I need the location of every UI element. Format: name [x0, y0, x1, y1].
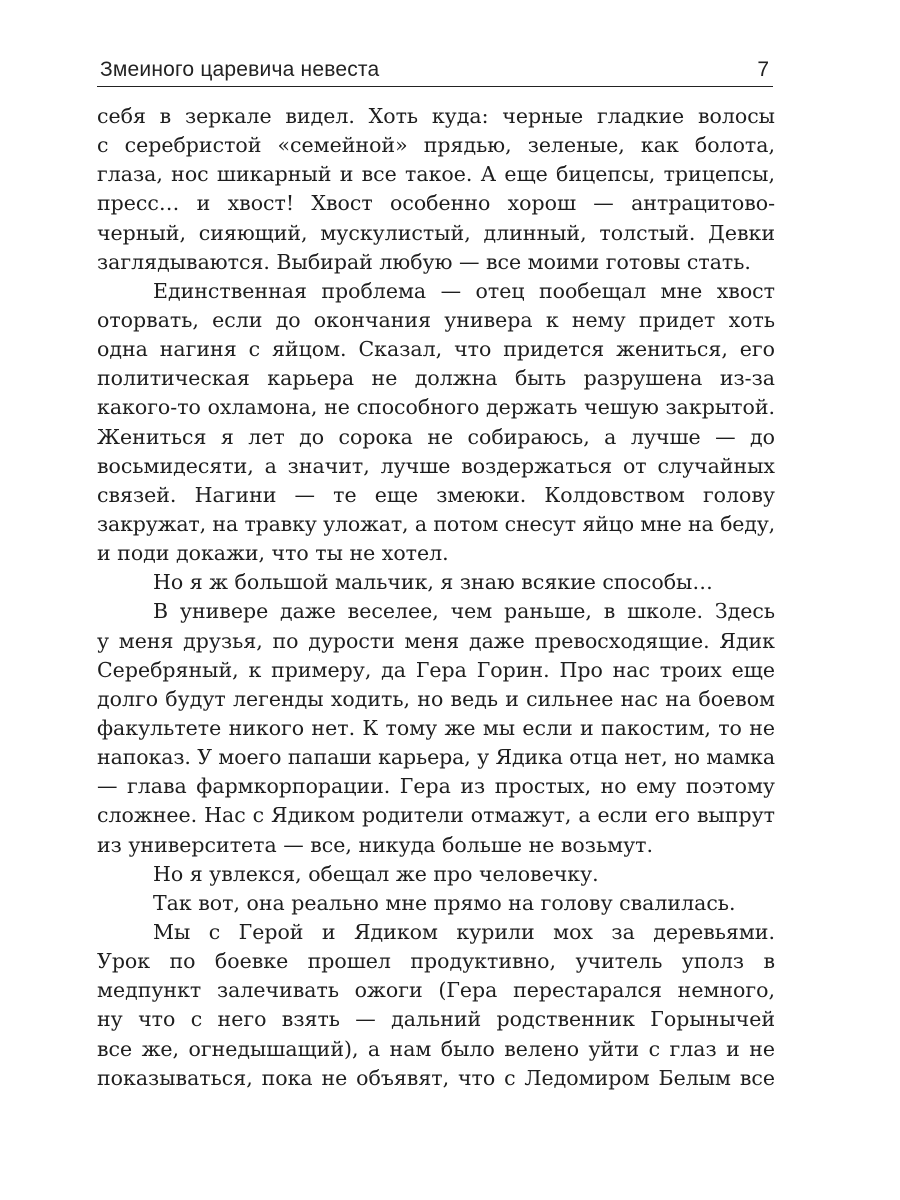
text-line: у меня друзья, по дурости меня даже превосходящие. Ядик — [97, 628, 775, 653]
text-line: напоказ. У моего папаши карьера, у Ядика отца нет, но мамка — [97, 745, 775, 770]
text-line: — глава фармкорпорации. Гера из простых, но ему поэтому — [97, 774, 775, 799]
text-line: ну что с него взять — дальний родственник Горынычей — [97, 1007, 775, 1032]
text-line: оторвать, если до окончания универа к нему придет хоть — [97, 307, 775, 332]
text-line: Серебряный, к примеру, да Гера Горин. Про нас троих еще — [97, 657, 775, 682]
text-line: глаза, нос шикарный и все такое. А еще бицепсы, трицепсы, — [97, 162, 775, 187]
text-line: восьмидесяти, а значит, лучше воздержаться от случайных — [97, 453, 775, 478]
body-text — [97, 102, 775, 1093]
text-line: Так вот, она реально мне прямо на голову свалилась. — [153, 890, 736, 915]
text-line: одна нагиня с яйцом. Сказал, что придется жениться, его — [97, 337, 775, 362]
text-line: Но я увлекся, обещал же про человечку. — [153, 861, 599, 886]
text-line: закружат, на травку уложат, а потом снесут яйцо мне на беду, — [97, 511, 775, 536]
text-line: черный, сияющий, мускулистый, длинный, толстый. Девки — [97, 220, 775, 245]
text-line: себя в зеркале видел. Хоть куда: черные гладкие волосы — [97, 104, 775, 128]
text-line: Мы с Герой и Ядиком курили мох за деревьями. — [153, 919, 775, 944]
text-line: факультете никого нет. К тому же мы если и пакостим, то не — [97, 715, 775, 740]
text-line: пресс… и хвост! Хвост особенно хорош — антрацитово- — [97, 191, 775, 216]
text-line: с серебристой «семейной» прядью, зеленые, как болота, — [97, 133, 775, 158]
text-line: сложнее. Нас с Ядиком родители отмажут, а если его выпрут — [97, 803, 775, 828]
running-header — [97, 52, 773, 87]
text-line: Жениться я лет до сорока не собираюсь, а лучше — до — [97, 424, 775, 449]
text-line: из университета — все, никуда больше не возьмут. — [97, 832, 653, 857]
text-line: политическая карьера не должна быть разрушена из-за — [97, 366, 775, 391]
text-line: связей. Нагини — те еще змеюки. Колдовством голову — [97, 482, 775, 507]
text-line: все же, огнедышащий), а нам было велено уйти с глаз и не — [97, 1036, 775, 1061]
running-title: Змеиного царевича невеста — [100, 58, 380, 81]
text-line: Единственная проблема — отец пообещал мне хвост — [153, 278, 775, 303]
text-line: и поди докажи, что ты не хотел. — [97, 541, 449, 566]
text-line: показываться, пока не объявят, что с Ледомиром Белым все — [97, 1065, 775, 1090]
text-line: медпункт залечивать ожоги (Гера перестарался немного, — [97, 978, 775, 1003]
text-line: заглядываются. Выбирай любую — все моими готовы стать. — [97, 249, 751, 274]
text-line: долго будут легенды ходить, но ведь и сильнее нас на боевом — [97, 686, 775, 711]
text-line: Но я ж большой мальчик, я знаю всякие способы… — [153, 570, 713, 595]
text-line: какого-то охламона, не способного держать чешую закрытой. — [97, 395, 775, 420]
text-line: Урок по боевке прошел продуктивно, учитель уполз в — [97, 949, 775, 974]
page-number: 7 — [757, 58, 769, 81]
text-line: В универе даже веселее, чем раньше, в школе. Здесь — [153, 599, 775, 624]
